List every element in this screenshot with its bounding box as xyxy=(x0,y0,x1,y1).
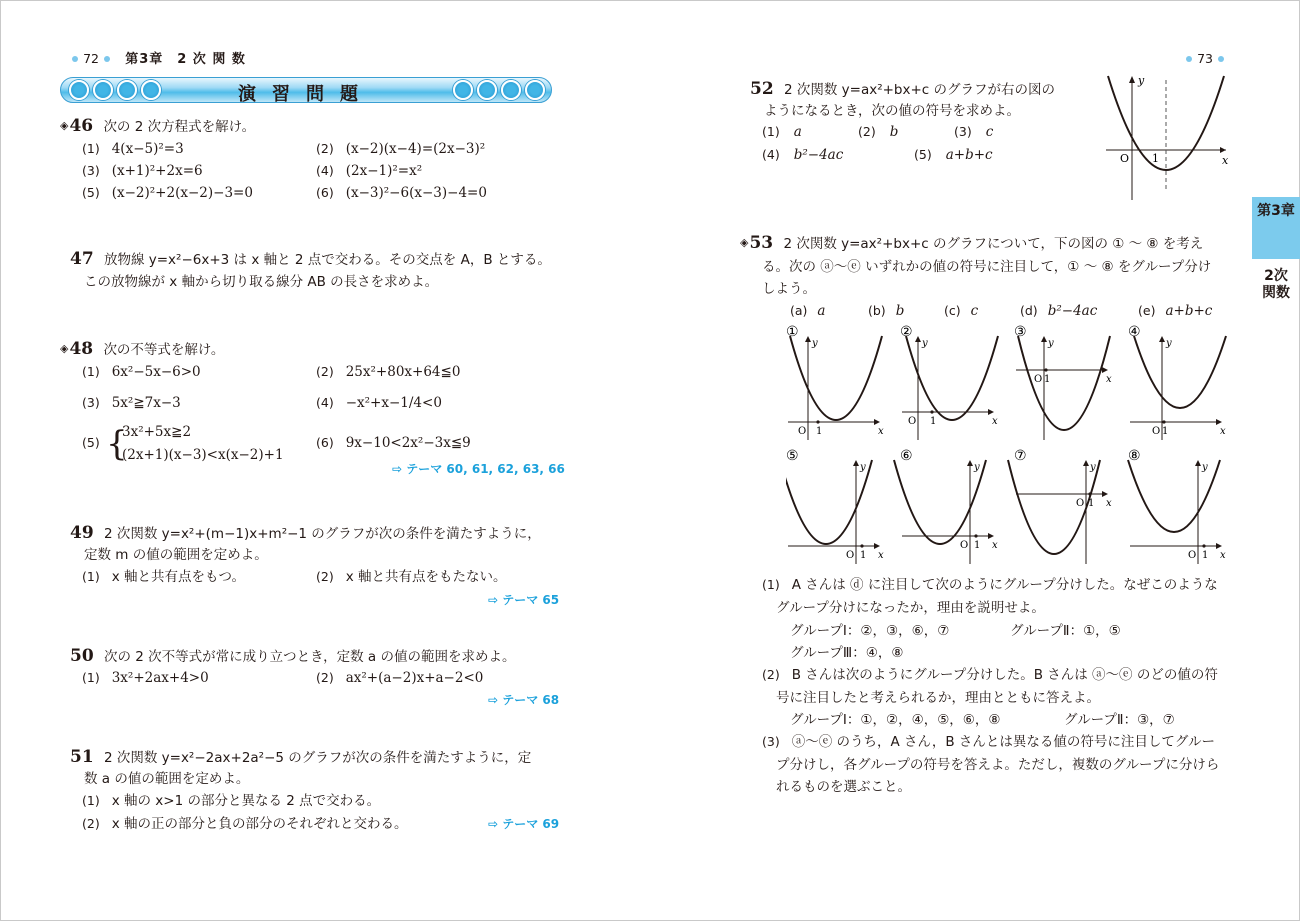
y-label: y xyxy=(1166,338,1172,349)
list-item: (1) x 軸と共有点をもつ。 xyxy=(82,569,245,585)
problem-number: 46 xyxy=(69,116,94,136)
tick-mark xyxy=(1162,420,1165,423)
problem-number: 50 xyxy=(70,646,94,666)
one-label: 1 xyxy=(974,540,981,551)
list-item: (2) (x−2)(x−4)=(2x−3)² xyxy=(316,141,486,157)
problem-number: 48 xyxy=(69,339,94,359)
x-label: x xyxy=(1106,374,1112,385)
theme-reference: ⇨ テーマ 65 xyxy=(488,593,560,607)
graph-number-label: ④ xyxy=(1128,324,1141,340)
list-item: (4) (2x−1)²=x² xyxy=(316,163,423,179)
arrow-icon xyxy=(1102,491,1108,497)
problem-53-graphs xyxy=(786,322,1248,564)
arrow-icon xyxy=(967,460,973,466)
list-item: (5) a+b+c xyxy=(914,147,993,163)
arrow-icon xyxy=(1216,543,1222,549)
x-label: x xyxy=(992,416,998,427)
brace-icon: { xyxy=(106,424,128,464)
one-label: 1 xyxy=(1088,498,1095,509)
y-label: y xyxy=(1090,462,1096,473)
tick-mark xyxy=(1088,492,1091,495)
parabola xyxy=(1134,336,1226,408)
y-label: y xyxy=(1202,462,1208,473)
problem-52-heading xyxy=(750,78,1055,101)
theme-reference: ⇨ テーマ 60, 61, 62, 63, 66 xyxy=(392,462,565,476)
origin-label: O xyxy=(1188,550,1197,561)
page-header-left xyxy=(72,48,246,67)
problem-text: ようになるとき，次の値の符号を求めよ。 xyxy=(764,103,1020,119)
option-item: (d) b²−4ac xyxy=(1020,303,1098,319)
problem-prompt: 次の 2 次方程式を解け。 xyxy=(103,119,256,135)
graph-2 xyxy=(900,324,998,440)
list-item: (6) (x−3)²−6(x−3)−4=0 xyxy=(316,185,487,201)
problem-49-heading xyxy=(70,522,541,545)
group-text: グループⅡ：①，⑤ xyxy=(1010,623,1121,639)
x-label: x xyxy=(1106,498,1112,509)
system-line: (2x+1)(x−3)<x(x−2)+1 xyxy=(122,447,284,463)
problem-46-heading xyxy=(60,115,255,138)
list-item: (2) x 軸の正の部分と負の部分のそれぞれと交わる。 xyxy=(82,816,408,832)
dot-icon xyxy=(72,56,78,62)
problem-text: 2 次関数 y=ax²+bx+c のグラフが右の図の xyxy=(783,82,1056,98)
graph-1 xyxy=(786,324,884,440)
problem-50-heading xyxy=(70,645,515,668)
option-item: (b) b xyxy=(868,303,905,319)
theme-reference: ⇨ テーマ 69 xyxy=(488,817,560,831)
section-banner xyxy=(60,77,552,103)
page-number: 72 xyxy=(83,51,99,66)
arrow-icon xyxy=(988,409,994,415)
problem-text: 定数 m の値の範囲を定めよ。 xyxy=(84,547,268,563)
ring-icon xyxy=(501,80,521,100)
problem-text: る。次の ⓐ～ⓔ いずれかの値の符号に注目して，① ～ ⑧ をグループ分け xyxy=(762,259,1212,275)
graph-number-label: ① xyxy=(786,324,799,340)
subquestion-3: (3) ⓐ～ⓔ のうち，A さん，B さんとは異なる値の符号に注目してグルー xyxy=(762,734,1215,750)
list-item: (5) (x−2)²+2(x−2)−3=0 xyxy=(82,185,253,201)
arrow-icon xyxy=(988,533,994,539)
origin-label: O xyxy=(1034,374,1043,385)
diamond-icon: ◈ xyxy=(60,342,69,355)
graph-3 xyxy=(1014,324,1112,440)
subquestion-1: (1) A さんは ⓓ に注目して次のようにグループ分けした。なぜこのような xyxy=(762,577,1218,593)
problem-number: 52 xyxy=(750,79,774,99)
one-label: 1 xyxy=(1044,374,1051,385)
graph-number-label: ③ xyxy=(1014,324,1027,340)
origin-label: O xyxy=(1152,426,1161,437)
problem-52-graph xyxy=(1102,72,1232,204)
list-item: (2) 25x²+80x+64≦0 xyxy=(316,364,461,380)
list-item: (1) 3x²+2ax+4>0 xyxy=(82,670,209,686)
arrow-icon xyxy=(1129,76,1135,83)
problem-number: 51 xyxy=(70,747,94,767)
problem-text: 放物線 y=x²−6x+3 は x 軸と 2 点で交わる。その交点を A，B とする。 xyxy=(103,252,551,268)
tick-mark xyxy=(816,420,819,423)
arrow-icon xyxy=(1195,460,1201,466)
chapter-side-label: 2次関数 xyxy=(1262,268,1290,301)
dot-icon xyxy=(104,56,110,62)
parabola xyxy=(790,336,882,420)
origin-label: O xyxy=(798,426,807,437)
y-label: y xyxy=(860,462,866,473)
origin-label: O xyxy=(846,550,855,561)
problem-text: 2 次関数 y=x²+(m−1)x+m²−1 のグラフが次の条件を満たすように， xyxy=(103,526,541,542)
subquestion-text: 号に注目したと考えられるか，理由とともに答えよ。 xyxy=(776,690,1100,706)
diamond-icon: ◈ xyxy=(740,236,749,249)
arrow-icon xyxy=(1102,367,1108,373)
problem-text: 2 次関数 y=ax²+bx+c のグラフについて，下の図の ① ～ ⑧ を考え xyxy=(783,236,1204,252)
list-item: (1) 6x²−5x−6>0 xyxy=(82,364,201,380)
graph-6 xyxy=(894,448,998,564)
arrow-icon xyxy=(1216,419,1222,425)
origin-label: O xyxy=(1120,152,1130,165)
parabola xyxy=(1018,336,1110,430)
list-item: (3) c xyxy=(954,124,994,140)
group-text: グループⅢ：④，⑧ xyxy=(790,645,904,661)
list-item: (5) xyxy=(82,435,100,450)
list-item: (3) 5x²≧7x−3 xyxy=(82,395,181,411)
problem-47-heading xyxy=(70,248,551,271)
tick-mark xyxy=(1044,368,1047,371)
ring-icon xyxy=(525,80,545,100)
problem-number: 49 xyxy=(70,523,94,543)
tick-mark xyxy=(1202,544,1205,547)
problem-text: 2 次関数 y=x²−2ax+2a²−5 のグラフが次の条件を満たすように，定 xyxy=(103,750,532,766)
tick-mark xyxy=(974,534,977,537)
origin-label: O xyxy=(960,540,969,551)
diamond-icon: ◈ xyxy=(60,119,69,132)
list-item: (2) b xyxy=(858,124,899,140)
arrow-icon xyxy=(1041,336,1047,342)
problem-48-heading xyxy=(60,338,224,361)
option-item: (c) c xyxy=(944,303,979,319)
ring-icon xyxy=(453,80,473,100)
graph-5 xyxy=(786,448,884,564)
problem-53-heading xyxy=(740,232,1203,255)
one-label: 1 xyxy=(930,416,937,427)
x-label: x xyxy=(878,426,884,437)
graph-number-label: ② xyxy=(900,324,913,340)
list-item: (1) x 軸の x>1 の部分と異なる 2 点で交わる。 xyxy=(82,793,381,809)
group-text: グループⅡ：③，⑦ xyxy=(1064,712,1175,728)
group-text: グループⅠ：②，③，⑥，⑦ xyxy=(790,623,950,639)
problem-text: しよう。 xyxy=(762,281,816,297)
tick-mark xyxy=(860,544,863,547)
graph-number-label: ⑥ xyxy=(900,448,913,464)
arrow-icon xyxy=(874,419,880,425)
origin-label: O xyxy=(1076,498,1085,509)
x-label: x xyxy=(878,550,884,561)
graph-number-label: ⑤ xyxy=(786,448,799,464)
y-label: y xyxy=(1048,338,1054,349)
problem-prompt: 次の不等式を解け。 xyxy=(103,342,225,358)
y-label: y xyxy=(974,462,980,473)
subquestion-text: プ分けし，各グループの符号を答えよ。ただし，複数のグループに分けら xyxy=(776,757,1220,773)
list-item: (4) b²−4ac xyxy=(762,147,844,163)
x-label: x xyxy=(1220,550,1226,561)
chapter-side-tab: 第3章 xyxy=(1252,197,1300,259)
list-item: (1) a xyxy=(762,124,802,140)
one-label: 1 xyxy=(860,550,867,561)
y-label: y xyxy=(812,338,818,349)
system-line: 3x²+5x≧2 xyxy=(122,424,192,440)
problem-51-heading xyxy=(70,746,531,769)
theme-reference: ⇨ テーマ 68 xyxy=(488,693,560,707)
dot-icon xyxy=(1218,56,1224,62)
list-item: (6) 9x−10<2x²−3x≦9 xyxy=(316,435,471,451)
dot-icon xyxy=(1186,56,1192,62)
option-item: (e) a+b+c xyxy=(1138,303,1213,319)
group-text: グループⅠ：①，②，④，⑤，⑥，⑧ xyxy=(790,712,1001,728)
subquestion-text: グループ分けになったか，理由を説明せよ。 xyxy=(776,600,1045,616)
origin-label: O xyxy=(908,416,917,427)
problem-text: 数 a の値の範囲を定めよ。 xyxy=(84,771,250,787)
problem-text: この放物線が x 軸から切り取る線分 AB の長さを求めよ。 xyxy=(84,274,439,290)
problem-number: 47 xyxy=(70,249,94,269)
y-label: y xyxy=(1138,74,1145,87)
arrow-icon xyxy=(874,543,880,549)
graph-7 xyxy=(1008,448,1112,564)
problem-number: 53 xyxy=(749,233,774,253)
chapter-title: 第3章 2 次 関 数 xyxy=(125,52,246,67)
one-label: 1 xyxy=(1202,550,1209,561)
x-label: x xyxy=(1220,426,1226,437)
graph-number-label: ⑦ xyxy=(1014,448,1027,464)
right-page xyxy=(650,0,1300,921)
arrow-icon xyxy=(915,336,921,342)
list-item: (4) −x²+x−1/4<0 xyxy=(316,395,442,411)
arrow-icon xyxy=(853,460,859,466)
subquestion-text: れるものを選ぶこと。 xyxy=(776,779,911,795)
arrow-icon xyxy=(805,336,811,342)
one-label: 1 xyxy=(816,426,823,437)
list-item: (3) (x+1)²+2x=6 xyxy=(82,163,203,179)
ring-icon xyxy=(477,80,497,100)
tick-mark xyxy=(930,410,933,413)
subquestion-2: (2) B さんは次のようにグループ分けした。B さんは ⓐ～ⓔ のどの値の符 xyxy=(762,667,1218,683)
graph-4 xyxy=(1128,324,1226,440)
arrow-icon xyxy=(1083,460,1089,466)
section-title: 演習問題 xyxy=(238,84,374,105)
list-item: (1) 4(x−5)²=3 xyxy=(82,141,184,157)
arrow-icon xyxy=(1220,147,1226,153)
graph-8 xyxy=(1128,448,1226,564)
parabola xyxy=(906,336,998,420)
problem-text: 次の 2 次不等式が常に成り立つとき，定数 a の値の範囲を求めよ。 xyxy=(103,649,516,665)
arrow-icon xyxy=(1159,336,1165,342)
one-label: 1 xyxy=(1162,426,1169,437)
option-item: (a) a xyxy=(790,303,826,319)
x-label: x xyxy=(1222,154,1229,167)
page-header-right xyxy=(1186,48,1224,67)
list-item: (2) x 軸と共有点をもたない。 xyxy=(316,569,507,585)
one-label: 1 xyxy=(1152,152,1159,165)
parabola xyxy=(894,460,986,544)
x-label: x xyxy=(992,540,998,551)
list-item: (2) ax²+(a−2)x+a−2<0 xyxy=(316,670,484,686)
graph-number-label: ⑧ xyxy=(1128,448,1141,464)
y-label: y xyxy=(922,338,928,349)
page-number: 73 xyxy=(1197,51,1213,66)
